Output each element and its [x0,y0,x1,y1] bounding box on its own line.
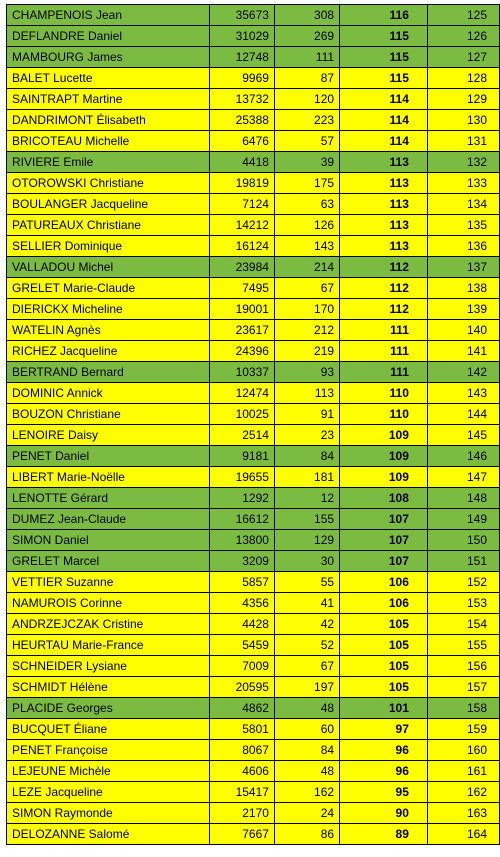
score-cell: 116 [340,5,428,26]
value-cell: 16124 [209,236,274,257]
table-row [7,236,500,257]
table-row [7,173,500,194]
name-cell: BOULANGER Jacqueline [7,194,210,215]
table-row [7,26,500,47]
name-cell: ANDRZEJCZAK Cristine [7,614,210,635]
score-cell: 113 [340,173,428,194]
count-cell: 48 [274,698,339,719]
name-cell: WATELIN Agnès [7,320,210,341]
count-cell: 197 [274,677,339,698]
count-cell: 39 [274,152,339,173]
name-cell: RIVIERE Emile [7,152,210,173]
rank-cell: 141 [427,341,499,362]
table-row [7,383,500,404]
count-cell: 214 [274,257,339,278]
name-cell: VALLADOU Michel [7,257,210,278]
name-cell: LENOTTE Gérard [7,488,210,509]
score-cell: 112 [340,257,428,278]
value-cell: 25388 [209,110,274,131]
name-cell: MAMBOURG James [7,47,210,68]
rank-cell: 133 [427,173,499,194]
count-cell: 143 [274,236,339,257]
table-row [7,698,500,719]
rank-cell: 154 [427,614,499,635]
value-cell: 23617 [209,320,274,341]
value-cell: 13800 [209,530,274,551]
rank-cell: 155 [427,635,499,656]
ranking-table [6,4,500,845]
rank-cell: 134 [427,194,499,215]
table-row [7,551,500,572]
rank-cell: 129 [427,89,499,110]
score-cell: 97 [340,719,428,740]
name-cell: DELOZANNE Salomé [7,824,210,845]
name-cell: PENET Daniel [7,446,210,467]
table-row [7,362,500,383]
score-cell: 111 [340,362,428,383]
value-cell: 12748 [209,47,274,68]
rank-cell: 148 [427,488,499,509]
ranking-table-body [7,5,500,845]
count-cell: 126 [274,215,339,236]
count-cell: 41 [274,593,339,614]
name-cell: DUMEZ Jean-Claude [7,509,210,530]
value-cell: 7667 [209,824,274,845]
value-cell: 9181 [209,446,274,467]
rank-cell: 164 [427,824,499,845]
score-cell: 112 [340,278,428,299]
score-cell: 95 [340,782,428,803]
value-cell: 3209 [209,551,274,572]
value-cell: 2514 [209,425,274,446]
table-row [7,782,500,803]
table-row [7,152,500,173]
table-row [7,761,500,782]
table-row [7,278,500,299]
score-cell: 106 [340,593,428,614]
rank-cell: 126 [427,26,499,47]
score-cell: 107 [340,551,428,572]
table-row [7,572,500,593]
score-cell: 115 [340,47,428,68]
rank-cell: 127 [427,47,499,68]
score-cell: 112 [340,299,428,320]
name-cell: LIBERT Marie-Noëlle [7,467,210,488]
name-cell: BRICOTEAU Michelle [7,131,210,152]
score-cell: 107 [340,530,428,551]
count-cell: 129 [274,530,339,551]
name-cell: PATUREAUX Christiane [7,215,210,236]
score-cell: 101 [340,698,428,719]
count-cell: 162 [274,782,339,803]
score-cell: 114 [340,89,428,110]
name-cell: VETTIER Suzanne [7,572,210,593]
count-cell: 57 [274,131,339,152]
count-cell: 87 [274,68,339,89]
count-cell: 24 [274,803,339,824]
score-cell: 105 [340,614,428,635]
name-cell: RICHEZ Jacqueline [7,341,210,362]
table-row [7,215,500,236]
name-cell: SIMON Raymonde [7,803,210,824]
value-cell: 12474 [209,383,274,404]
value-cell: 5459 [209,635,274,656]
rank-cell: 131 [427,131,499,152]
table-row [7,467,500,488]
value-cell: 4862 [209,698,274,719]
name-cell: SCHMIDT Hélène [7,677,210,698]
score-cell: 109 [340,425,428,446]
score-cell: 105 [340,677,428,698]
score-cell: 110 [340,404,428,425]
score-cell: 96 [340,761,428,782]
name-cell: LEJEUNE Michèle [7,761,210,782]
count-cell: 223 [274,110,339,131]
score-cell: 109 [340,446,428,467]
score-cell: 109 [340,467,428,488]
count-cell: 93 [274,362,339,383]
count-cell: 84 [274,740,339,761]
value-cell: 5857 [209,572,274,593]
score-cell: 107 [340,509,428,530]
rank-cell: 157 [427,677,499,698]
rank-cell: 150 [427,530,499,551]
count-cell: 120 [274,89,339,110]
value-cell: 9969 [209,68,274,89]
count-cell: 63 [274,194,339,215]
table-row [7,593,500,614]
count-cell: 111 [274,47,339,68]
score-cell: 113 [340,215,428,236]
count-cell: 48 [274,761,339,782]
table-row [7,803,500,824]
count-cell: 181 [274,467,339,488]
rank-cell: 160 [427,740,499,761]
name-cell: OTOROWSKI Christiane [7,173,210,194]
value-cell: 8067 [209,740,274,761]
count-cell: 175 [274,173,339,194]
rank-cell: 163 [427,803,499,824]
rank-cell: 138 [427,278,499,299]
table-row [7,68,500,89]
count-cell: 67 [274,656,339,677]
rank-cell: 161 [427,761,499,782]
value-cell: 4428 [209,614,274,635]
table-row [7,110,500,131]
score-cell: 111 [340,341,428,362]
table-row [7,719,500,740]
value-cell: 24396 [209,341,274,362]
count-cell: 91 [274,404,339,425]
value-cell: 10025 [209,404,274,425]
rank-cell: 149 [427,509,499,530]
score-cell: 115 [340,26,428,47]
score-cell: 113 [340,236,428,257]
table-row [7,47,500,68]
value-cell: 7495 [209,278,274,299]
score-cell: 89 [340,824,428,845]
value-cell: 4606 [209,761,274,782]
table-row [7,740,500,761]
table-row [7,404,500,425]
rank-cell: 147 [427,467,499,488]
name-cell: DANDRIMONT Élisabeth [7,110,210,131]
table-row [7,257,500,278]
rank-cell: 146 [427,446,499,467]
table-row [7,320,500,341]
count-cell: 84 [274,446,339,467]
value-cell: 14212 [209,215,274,236]
name-cell: LEZE Jacqueline [7,782,210,803]
name-cell: SELLIER Dominique [7,236,210,257]
rank-cell: 142 [427,362,499,383]
name-cell: HEURTAU Marie-France [7,635,210,656]
value-cell: 6476 [209,131,274,152]
count-cell: 30 [274,551,339,572]
count-cell: 42 [274,614,339,635]
count-cell: 55 [274,572,339,593]
score-cell: 96 [340,740,428,761]
score-cell: 114 [340,131,428,152]
table-row [7,89,500,110]
score-cell: 113 [340,194,428,215]
rank-cell: 125 [427,5,499,26]
rank-cell: 143 [427,383,499,404]
rank-cell: 137 [427,257,499,278]
name-cell: DEFLANDRE Daniel [7,26,210,47]
value-cell: 10337 [209,362,274,383]
rank-cell: 159 [427,719,499,740]
count-cell: 23 [274,425,339,446]
value-cell: 19819 [209,173,274,194]
value-cell: 15417 [209,782,274,803]
value-cell: 35673 [209,5,274,26]
name-cell: BOUZON Christiane [7,404,210,425]
name-cell: DIERICKX Micheline [7,299,210,320]
score-cell: 105 [340,656,428,677]
count-cell: 155 [274,509,339,530]
value-cell: 4418 [209,152,274,173]
table-row [7,824,500,845]
count-cell: 60 [274,719,339,740]
rank-cell: 144 [427,404,499,425]
name-cell: SIMON Daniel [7,530,210,551]
value-cell: 13732 [209,89,274,110]
name-cell: DOMINIC Annick [7,383,210,404]
rank-cell: 152 [427,572,499,593]
count-cell: 113 [274,383,339,404]
name-cell: CHAMPENOIS Jean [7,5,210,26]
count-cell: 52 [274,635,339,656]
rank-cell: 128 [427,68,499,89]
table-row [7,488,500,509]
rank-cell: 151 [427,551,499,572]
rank-cell: 162 [427,782,499,803]
score-cell: 115 [340,68,428,89]
table-row [7,530,500,551]
rank-cell: 139 [427,299,499,320]
count-cell: 269 [274,26,339,47]
table-row [7,425,500,446]
name-cell: GRELET Marcel [7,551,210,572]
value-cell: 23984 [209,257,274,278]
name-cell: BALET Lucette [7,68,210,89]
rank-cell: 135 [427,215,499,236]
table-row [7,446,500,467]
count-cell: 12 [274,488,339,509]
value-cell: 19001 [209,299,274,320]
rank-cell: 140 [427,320,499,341]
score-cell: 110 [340,383,428,404]
score-cell: 111 [340,320,428,341]
name-cell: PENET Françoise [7,740,210,761]
table-row [7,656,500,677]
value-cell: 7124 [209,194,274,215]
rank-cell: 158 [427,698,499,719]
name-cell: PLACIDE Georges [7,698,210,719]
value-cell: 16612 [209,509,274,530]
value-cell: 20595 [209,677,274,698]
count-cell: 67 [274,278,339,299]
table-row [7,509,500,530]
count-cell: 86 [274,824,339,845]
table-row [7,614,500,635]
table-row [7,194,500,215]
rank-cell: 132 [427,152,499,173]
count-cell: 170 [274,299,339,320]
table-row [7,299,500,320]
name-cell: GRELET Marie-Claude [7,278,210,299]
table-row [7,341,500,362]
name-cell: SCHNEIDER Lysiane [7,656,210,677]
rank-cell: 130 [427,110,499,131]
value-cell: 7009 [209,656,274,677]
value-cell: 19655 [209,467,274,488]
score-cell: 114 [340,110,428,131]
score-cell: 105 [340,635,428,656]
rank-cell: 156 [427,656,499,677]
score-cell: 113 [340,152,428,173]
rank-cell: 145 [427,425,499,446]
rank-cell: 153 [427,593,499,614]
name-cell: NAMUROIS Corinne [7,593,210,614]
name-cell: BUCQUET Éliane [7,719,210,740]
score-cell: 90 [340,803,428,824]
name-cell: BERTRAND Bernard [7,362,210,383]
rank-cell: 136 [427,236,499,257]
value-cell: 5801 [209,719,274,740]
table-row [7,5,500,26]
value-cell: 4356 [209,593,274,614]
value-cell: 2170 [209,803,274,824]
name-cell: SAINTRAPT Martine [7,89,210,110]
count-cell: 219 [274,341,339,362]
name-cell: LENOIRE Daisy [7,425,210,446]
score-cell: 108 [340,488,428,509]
table-row [7,131,500,152]
count-cell: 212 [274,320,339,341]
value-cell: 1292 [209,488,274,509]
count-cell: 308 [274,5,339,26]
value-cell: 31029 [209,26,274,47]
score-cell: 106 [340,572,428,593]
table-row [7,635,500,656]
table-row [7,677,500,698]
